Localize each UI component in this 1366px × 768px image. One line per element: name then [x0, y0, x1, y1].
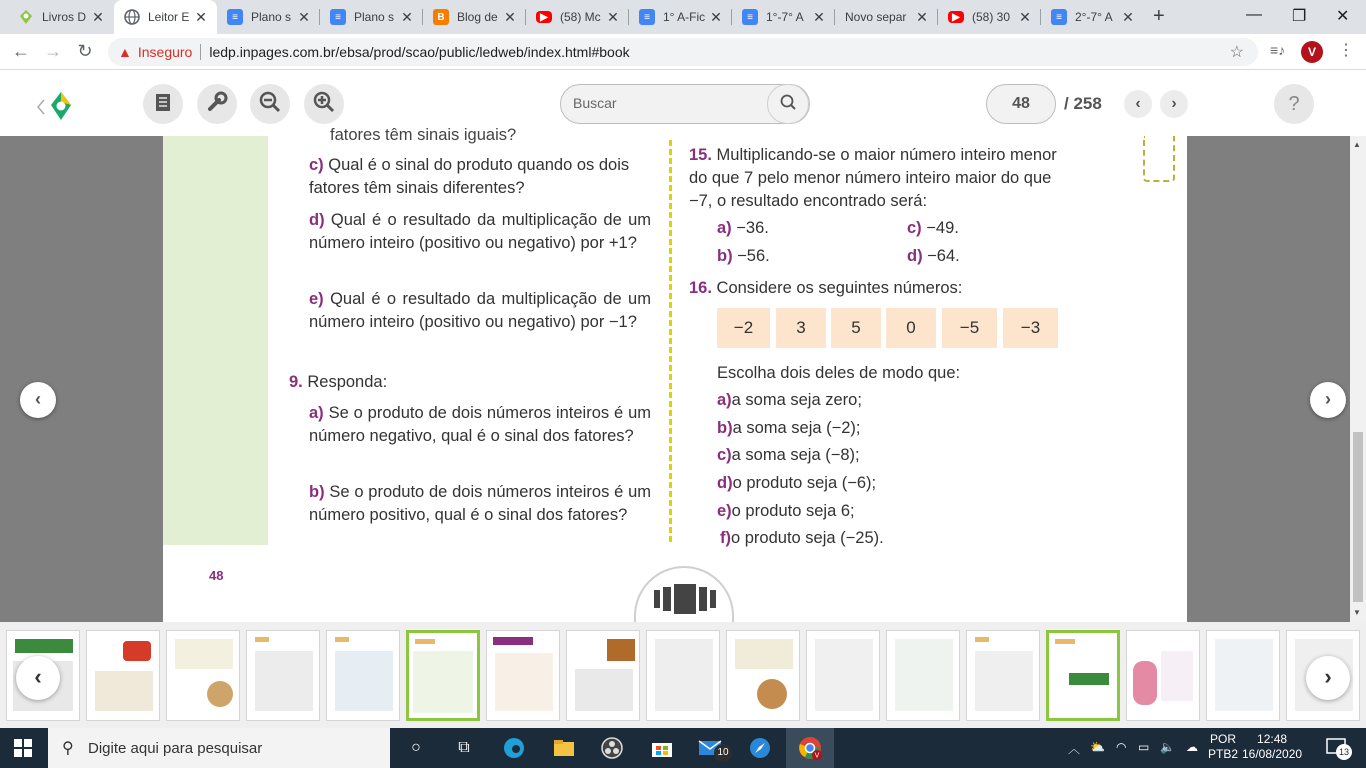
- browser-tab[interactable]: [732, 0, 835, 34]
- item-text: Qual é o resultado da multiplicação de um número inteiro (positivo ou negativo) por −1?: [309, 290, 651, 331]
- option-label: b): [717, 247, 733, 265]
- book-page: [163, 126, 1187, 622]
- item-label: d): [717, 474, 733, 492]
- close-icon[interactable]: ✕: [916, 8, 928, 25]
- weather-icon[interactable]: ⛅: [1090, 740, 1105, 754]
- search-button[interactable]: [767, 84, 809, 124]
- item-text: Qual é o resultado da multiplicação de um número inteiro (positivo ou negativo) por +1?: [309, 211, 651, 252]
- browser-tab[interactable]: [629, 0, 732, 34]
- number-box: 0: [886, 308, 936, 348]
- globe-icon: [124, 9, 140, 25]
- question-text: Multiplicando-se o maior número inteiro menor do que 7 pelo menor número inteiro maior do que −7, o resultado encontrado será:: [689, 146, 1057, 210]
- item-label: d): [309, 211, 325, 229]
- browser-tab-strip: [0, 0, 1366, 34]
- option-item: [717, 217, 769, 240]
- question-number: 15.: [689, 146, 712, 164]
- url-text[interactable]: ledp.inpages.com.br/ebsa/prod/scao/public/ledweb/index.html#book: [209, 44, 630, 60]
- page-thumbnail[interactable]: [806, 630, 880, 721]
- media-control-icon[interactable]: ≡♪: [1270, 42, 1286, 58]
- item-label: f): [720, 529, 731, 547]
- clock-time: 12:48: [1257, 732, 1288, 746]
- tab-title: 2°-7° A: [1075, 10, 1113, 24]
- question-number: 16.: [689, 279, 712, 297]
- forward-icon[interactable]: →: [44, 41, 62, 61]
- summary-button[interactable]: [143, 84, 183, 124]
- google-docs-icon: ≡: [742, 9, 758, 25]
- item-text: o produto seja (−6);: [732, 474, 877, 492]
- chrome-icon[interactable]: [798, 736, 822, 760]
- page-thumbnail[interactable]: [966, 630, 1040, 721]
- tab-title: Novo separ: [845, 10, 907, 24]
- cortana-icon[interactable]: ○: [411, 739, 421, 756]
- item-label: e): [717, 502, 732, 520]
- zoom-out-button[interactable]: [250, 84, 290, 124]
- language-indicator[interactable]: [1208, 732, 1238, 762]
- close-icon[interactable]: ✕: [1019, 8, 1031, 25]
- wrench-icon: [206, 91, 228, 118]
- page-thumbnail[interactable]: [646, 630, 720, 721]
- page-thumbnail-selected[interactable]: [1046, 630, 1120, 721]
- onedrive-icon[interactable]: ☁: [1186, 740, 1198, 754]
- thumbnails-previous-button[interactable]: ‹: [16, 656, 60, 700]
- browser-tab[interactable]: [320, 0, 423, 34]
- scrollbar-thumb[interactable]: [1353, 432, 1363, 602]
- obs-icon[interactable]: [600, 736, 624, 760]
- page-thumbnail[interactable]: [326, 630, 400, 721]
- item-label: b): [717, 419, 733, 437]
- browser-tab[interactable]: [1041, 0, 1144, 34]
- page-number-input[interactable]: 48: [986, 84, 1056, 124]
- address-bar: [0, 34, 1366, 70]
- question-16: [689, 277, 1063, 300]
- tab-title: 1° A-Fic: [663, 10, 706, 24]
- show-hidden-icons[interactable]: ︿: [1068, 742, 1081, 756]
- item-label: c): [309, 156, 324, 174]
- thumbnails-icon: [651, 584, 719, 614]
- mail-badge: 10: [714, 744, 732, 762]
- avatar[interactable]: V: [1301, 41, 1323, 63]
- tab-title: 1°-7° A: [766, 10, 804, 24]
- close-icon[interactable]: ✕: [813, 8, 825, 25]
- previous-page-arrow[interactable]: ‹: [20, 382, 56, 418]
- close-icon[interactable]: ✕: [195, 8, 207, 25]
- volume-icon[interactable]: 🔈: [1160, 740, 1175, 754]
- item-text: o produto seja (−25).: [731, 529, 884, 547]
- page-thumbnail-selected[interactable]: [406, 630, 480, 721]
- next-page-button[interactable]: ›: [1160, 90, 1188, 118]
- tab-title: Plano s: [251, 10, 292, 24]
- browser-tab[interactable]: [526, 0, 629, 34]
- answer-item: [717, 444, 860, 467]
- book-viewer: [0, 126, 1350, 622]
- question-item: [309, 209, 651, 255]
- search-icon: ⚲: [62, 740, 74, 757]
- search-input[interactable]: [573, 95, 763, 111]
- tab-title: (58) 30: [972, 10, 1011, 24]
- close-icon[interactable]: ✕: [92, 8, 104, 25]
- number-box: −2: [717, 308, 770, 348]
- question-item: [309, 402, 651, 448]
- notifications-icon[interactable]: [1326, 738, 1350, 758]
- question-15: [689, 144, 1063, 213]
- edge-icon[interactable]: [502, 736, 526, 760]
- item-text: a soma seja (−2);: [732, 419, 861, 437]
- close-icon[interactable]: ✕: [710, 8, 722, 25]
- warning-icon: ▲: [118, 44, 132, 60]
- option-text: −36.: [736, 219, 769, 237]
- minimize-icon[interactable]: —: [1246, 6, 1262, 23]
- svg-text:V: V: [814, 752, 820, 760]
- close-icon[interactable]: ✕: [298, 8, 310, 25]
- page-thumbnail[interactable]: [486, 630, 560, 721]
- browser-tab[interactable]: [217, 0, 320, 34]
- item-text: Se o produto de dois números inteiros é um número positivo, qual é o sinal dos fatores?: [309, 483, 651, 524]
- google-docs-icon: ≡: [330, 9, 346, 25]
- zoom-in-button[interactable]: [304, 84, 344, 124]
- question-item: [309, 481, 651, 527]
- restore-icon[interactable]: ❐: [1292, 8, 1307, 25]
- page-number: 48: [209, 568, 224, 583]
- answer-item: [717, 472, 876, 495]
- option-text: −64.: [927, 247, 960, 265]
- item-label: b): [309, 483, 325, 501]
- browser-tab[interactable]: [8, 0, 114, 34]
- page-thumbnail[interactable]: [166, 630, 240, 721]
- task-view-icon[interactable]: ⧉: [458, 739, 470, 756]
- new-tab-button[interactable]: +: [1153, 5, 1165, 27]
- page-thumbnail[interactable]: [886, 630, 960, 721]
- item-label: a): [717, 391, 732, 409]
- reader-logo[interactable]: [36, 90, 86, 124]
- omnibox[interactable]: [108, 38, 1258, 66]
- instruction-text: Escolha dois deles de modo que:: [717, 364, 961, 382]
- option-item: [907, 217, 959, 240]
- file-explorer-icon[interactable]: [552, 736, 576, 760]
- youtube-icon: ▶: [536, 11, 552, 23]
- browser-tab[interactable]: [938, 0, 1041, 34]
- thumbnail-strip: [0, 622, 1366, 728]
- language-code: POR: [1210, 732, 1237, 746]
- windows-start-icon[interactable]: [14, 739, 32, 757]
- book-search: [560, 84, 810, 124]
- close-icon[interactable]: ✕: [1122, 8, 1134, 25]
- scroll-up-icon[interactable]: ▲: [1353, 140, 1361, 149]
- vertical-scrollbar[interactable]: [1350, 136, 1366, 622]
- close-icon[interactable]: ✕: [401, 8, 413, 25]
- page-margin-band: [163, 136, 268, 545]
- browser-tab-active[interactable]: [114, 0, 217, 34]
- zoom-out-icon: [258, 90, 282, 119]
- taskbar-search-box[interactable]: [48, 728, 390, 768]
- help-button[interactable]: ?: [1274, 84, 1314, 124]
- google-docs-icon: ≡: [1051, 9, 1067, 25]
- tools-button[interactable]: [197, 84, 237, 124]
- answer-item: [717, 417, 861, 440]
- option-text: −56.: [737, 247, 770, 265]
- bookmark-ribbon[interactable]: [1143, 136, 1175, 182]
- number-box: −3: [1003, 308, 1058, 348]
- back-icon[interactable]: ←: [12, 41, 30, 61]
- bookmark-star-icon[interactable]: ☆: [1229, 44, 1244, 61]
- question-number: 9.: [289, 373, 303, 391]
- next-page-arrow[interactable]: ›: [1310, 382, 1346, 418]
- item-label: c): [717, 446, 732, 464]
- google-docs-icon: ≡: [639, 9, 655, 25]
- page-thumbnail[interactable]: [246, 630, 320, 721]
- question-title: Responda:: [307, 373, 388, 391]
- answer-item: [717, 389, 862, 412]
- tab-title: Blog de: [457, 10, 498, 24]
- item-text: Se o produto de dois números inteiros é um número negativo, qual é o sinal dos fatores?: [309, 404, 651, 445]
- search-icon: [779, 93, 797, 116]
- browser-tab[interactable]: [423, 0, 526, 34]
- zoom-in-icon: [312, 90, 336, 119]
- question-item: [309, 154, 651, 200]
- page-thumbnail[interactable]: [1206, 630, 1280, 721]
- more-menu-icon[interactable]: ⋮: [1338, 42, 1354, 59]
- tab-title: Plano s: [354, 10, 395, 24]
- cut-off-line: fatores têm sinais iguais?: [330, 126, 517, 144]
- close-icon[interactable]: ✕: [504, 8, 516, 25]
- browser-tab[interactable]: [835, 0, 938, 34]
- wifi-icon[interactable]: ◠: [1116, 740, 1127, 754]
- reload-icon[interactable]: ↻: [77, 41, 93, 61]
- option-item: [907, 245, 960, 268]
- question-item: [309, 288, 651, 334]
- system-clock[interactable]: [1242, 732, 1302, 762]
- google-docs-icon: ≡: [227, 9, 243, 25]
- previous-page-button[interactable]: ‹: [1124, 90, 1152, 118]
- insecure-label: Inseguro: [137, 44, 193, 60]
- scroll-down-icon[interactable]: ▼: [1353, 608, 1361, 617]
- option-item: [717, 245, 770, 268]
- number-box: −5: [942, 308, 997, 348]
- omnibox-divider: [200, 44, 201, 60]
- youtube-icon: ▶: [948, 11, 964, 23]
- answer-item: [720, 527, 884, 550]
- battery-icon[interactable]: ▭: [1138, 740, 1150, 754]
- option-label: c): [907, 219, 922, 237]
- question-9-heading: [289, 371, 649, 394]
- tab-title: Leitor E: [148, 10, 190, 24]
- keyboard-layout: PTB2: [1208, 747, 1239, 761]
- clock-date: 16/08/2020: [1242, 747, 1303, 761]
- item-label: a): [309, 404, 324, 422]
- page-thumbnail[interactable]: [566, 630, 640, 721]
- column-divider: [669, 140, 672, 542]
- option-text: −49.: [926, 219, 959, 237]
- item-text: a soma seja (−8);: [731, 446, 860, 464]
- blogger-icon: B: [433, 9, 449, 25]
- item-text: a soma seja zero;: [731, 391, 862, 409]
- green-leaf-icon: [18, 9, 34, 25]
- number-box: 3: [776, 308, 826, 348]
- tab-title: Livros D: [42, 10, 87, 24]
- tab-title: (58) Mc: [560, 10, 601, 24]
- safari-like-icon[interactable]: [748, 736, 772, 760]
- close-icon[interactable]: ✕: [607, 8, 619, 25]
- notification-count: 13: [1336, 744, 1352, 760]
- option-label: d): [907, 247, 923, 265]
- page-total: / 258: [1064, 94, 1102, 113]
- store-icon[interactable]: [650, 736, 674, 760]
- thumbnails-next-button[interactable]: ›: [1306, 656, 1350, 700]
- item-text: o produto seja 6;: [731, 502, 855, 520]
- item-label: e): [309, 290, 324, 308]
- page-thumbnail[interactable]: [86, 630, 160, 721]
- close-window-icon[interactable]: ✕: [1336, 8, 1350, 25]
- page-thumbnail[interactable]: [726, 630, 800, 721]
- question-text: Considere os seguintes números:: [716, 279, 963, 297]
- page-thumbnail[interactable]: [1126, 630, 1200, 721]
- book-pages-icon: [153, 91, 173, 118]
- number-box: 5: [831, 308, 881, 348]
- item-text: Qual é o sinal do produto quando os dois fatores têm sinais diferentes?: [309, 156, 630, 197]
- taskbar-search-placeholder: Digite aqui para pesquisar: [88, 739, 263, 757]
- option-label: a): [717, 219, 732, 237]
- reader-toolbar: [0, 70, 1366, 136]
- answer-item: [717, 500, 855, 523]
- windows-taskbar: [0, 728, 1366, 768]
